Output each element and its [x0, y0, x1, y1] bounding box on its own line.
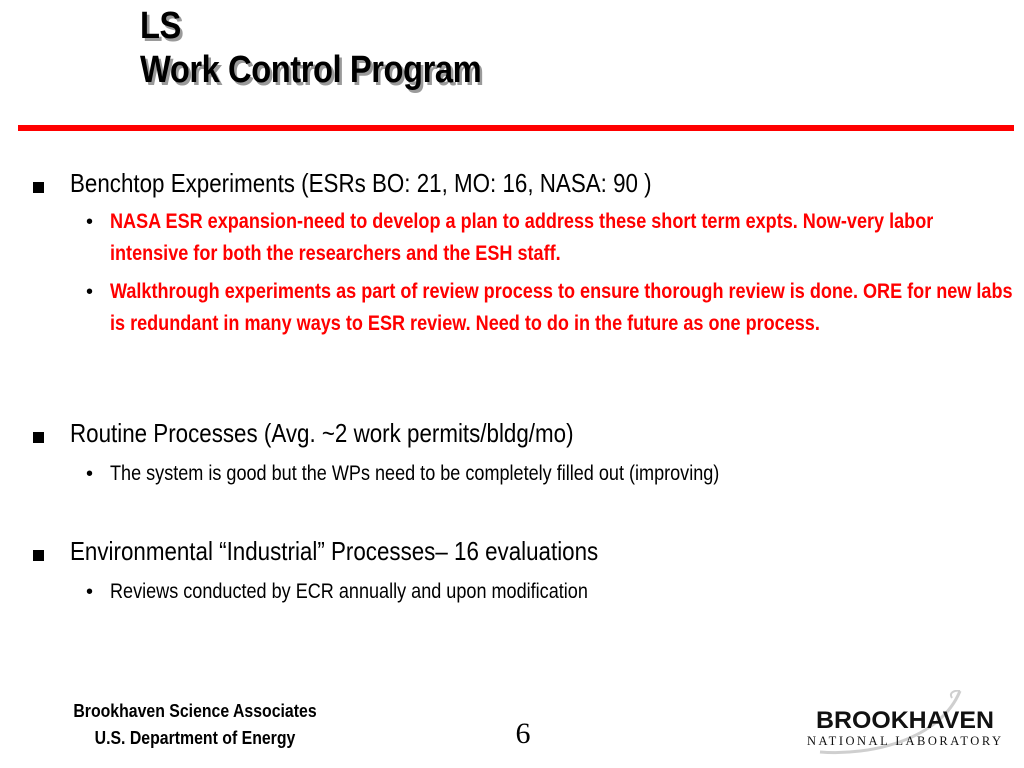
- page-number: 6: [515, 717, 531, 750]
- dot-bullet-icon: •: [86, 211, 94, 233]
- dot-bullet-icon: •: [86, 281, 94, 303]
- square-bullet-icon: [33, 182, 44, 193]
- title-line-2: Work Control Program: [140, 49, 482, 91]
- brookhaven-logo: [800, 690, 1010, 760]
- logo-subtitle: NATIONAL LABORATORY: [807, 734, 1003, 748]
- square-bullet-icon: [33, 550, 44, 561]
- dot-bullet-icon: •: [86, 463, 94, 485]
- section-heading-routine: Routine Processes (Avg. ~2 work permits/bldg/mo): [70, 418, 574, 448]
- footer-organization: [50, 698, 340, 752]
- section-heading-benchtop: Benchtop Experiments (ESRs BO: 21, MO: 16, NASA: 90 ): [70, 168, 652, 198]
- dot-bullet-icon: •: [86, 581, 94, 603]
- footer-org-line-2: U.S. Department of Energy: [94, 728, 296, 748]
- square-bullet-icon: [33, 432, 44, 443]
- title-divider: [18, 125, 1014, 131]
- bullet-nasa-esr: NASA ESR expansion-need to develop a plan to address these short term expts. Now-very labor intensive for both the researchers and the ESH staff.: [110, 210, 934, 265]
- footer-org-line-1: Brookhaven Science Associates: [73, 701, 317, 721]
- slide-title: [140, 4, 481, 92]
- bullet-reviews-ecr: Reviews conducted by ECR annually and upon modification: [110, 580, 588, 603]
- bullet-walkthrough: Walkthrough experiments as part of review process to ensure thorough review is done. ORE for new labs is redundant in many ways to ESR review. Need to do in the future as one process.: [110, 280, 1013, 335]
- bullet-system-good: The system is good but the WPs need to be completely filled out (improving): [110, 462, 720, 485]
- section-heading-environmental: Environmental “Industrial” Processes– 16 evaluations: [70, 536, 599, 566]
- logo-wordmark: BROOKHAVEN: [816, 707, 994, 734]
- title-line-1: LS: [140, 5, 181, 47]
